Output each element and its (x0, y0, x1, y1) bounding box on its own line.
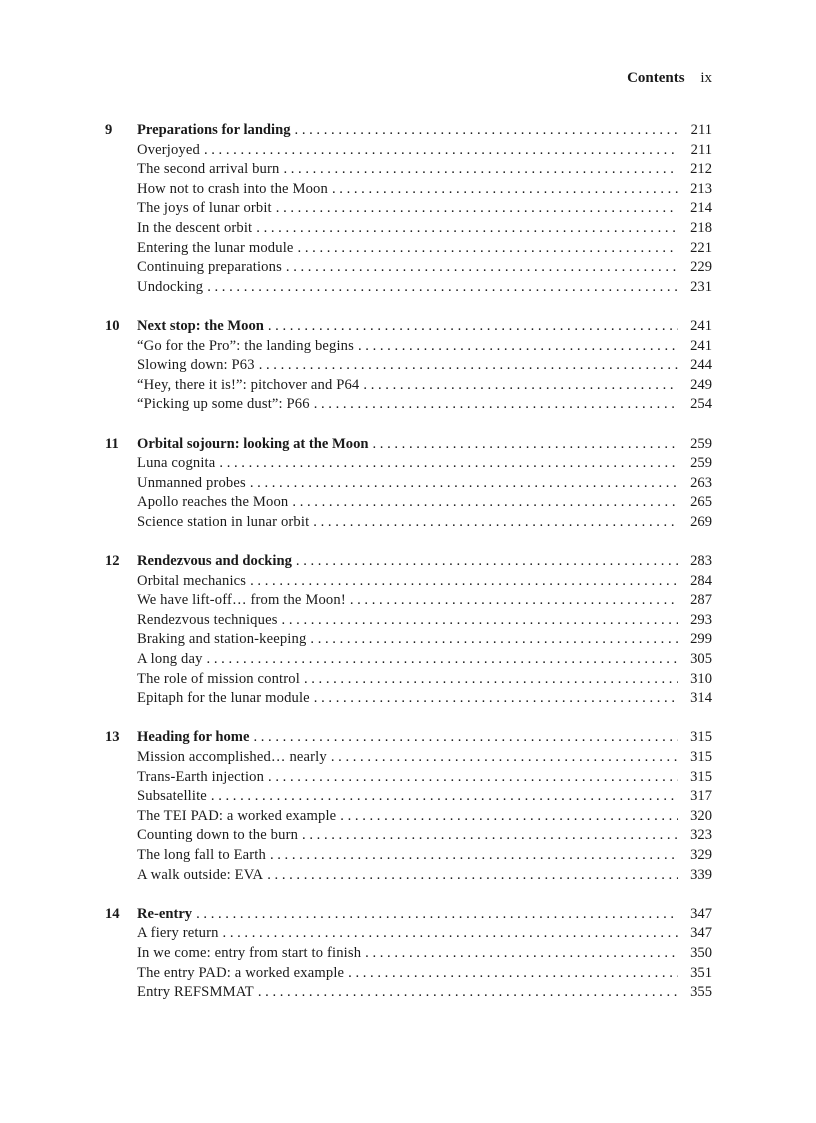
section-entry[interactable] (105, 768, 712, 788)
dot-leader (295, 121, 678, 141)
section-title: Orbital mechanics (137, 572, 247, 589)
dot-leader (270, 846, 678, 866)
header-title: Contents (627, 70, 685, 86)
dot-leader (350, 591, 678, 611)
section-title: The entry PAD: a worked example (137, 964, 345, 981)
dot-leader (223, 924, 678, 944)
chapter-page: 211 (690, 122, 712, 138)
dot-leader (358, 337, 678, 357)
section-page: 355 (690, 984, 712, 1001)
section-page: 254 (690, 396, 712, 413)
section-title: In we come: entry from start to finish (137, 944, 362, 961)
section-title: We have lift-off… from the Moon! (137, 592, 346, 609)
section-title: In the descent orbit (137, 219, 253, 236)
section-entry[interactable] (105, 337, 712, 357)
running-header (627, 70, 712, 87)
section-entry[interactable] (105, 748, 712, 768)
section-title: Overjoyed (137, 141, 200, 158)
dot-leader (302, 826, 678, 846)
section-title: Undocking (137, 278, 204, 295)
section-title: Continuing preparations (137, 259, 282, 276)
chapter-heading[interactable] (105, 435, 712, 455)
section-title: “Picking up some dust”: P66 (137, 396, 310, 413)
section-entry[interactable] (105, 630, 712, 650)
chapter-number: 13 (105, 729, 120, 746)
section-page: 305 (690, 651, 712, 668)
section-page: 347 (690, 925, 712, 942)
dot-leader (298, 239, 678, 259)
chapter-heading[interactable] (105, 317, 712, 337)
chapter-14 (105, 905, 712, 1003)
chapter-number: 11 (105, 435, 119, 452)
dot-leader (276, 199, 678, 219)
section-title: Counting down to the burn (137, 827, 299, 844)
section-entry[interactable] (105, 670, 712, 690)
chapter-number: 14 (105, 905, 120, 922)
chapter-heading[interactable] (105, 121, 712, 141)
dot-leader (340, 807, 678, 827)
section-page: 329 (690, 846, 712, 863)
section-title: Entering the lunar module (137, 239, 294, 256)
section-page: 287 (690, 592, 712, 609)
table-of-contents (105, 121, 712, 1022)
section-entry[interactable] (105, 787, 712, 807)
section-title: The second arrival burn (137, 161, 280, 178)
dot-leader (267, 866, 678, 886)
dot-leader (365, 944, 678, 964)
section-entry[interactable] (105, 239, 712, 259)
dot-leader (363, 376, 678, 396)
chapter-number: 12 (105, 553, 120, 570)
section-page: 229 (690, 259, 712, 276)
section-page: 269 (690, 513, 712, 530)
section-entry[interactable] (105, 513, 712, 533)
section-entry[interactable] (105, 846, 712, 866)
section-page: 265 (690, 494, 712, 511)
section-page: 212 (690, 161, 712, 178)
section-page: 284 (690, 572, 712, 589)
section-entry[interactable] (105, 160, 712, 180)
section-page: 299 (690, 631, 712, 648)
dot-leader (256, 219, 678, 239)
section-title: Apollo reaches the Moon (137, 494, 289, 511)
section-entry[interactable] (105, 807, 712, 827)
section-entry[interactable] (105, 356, 712, 376)
dot-leader (211, 787, 678, 807)
chapter-10 (105, 317, 712, 415)
section-title: A long day (137, 651, 203, 668)
section-entry[interactable] (105, 278, 712, 298)
chapter-13 (105, 728, 712, 885)
section-title: “Go for the Pro”: the landing begins (137, 337, 354, 354)
dot-leader (207, 650, 678, 670)
chapter-9 (105, 121, 712, 297)
dot-leader (296, 552, 678, 572)
chapter-number: 9 (105, 122, 113, 138)
section-entry[interactable] (105, 572, 712, 592)
dot-leader (250, 474, 678, 494)
section-entry[interactable] (105, 611, 712, 631)
dot-leader (348, 964, 678, 984)
section-title: Trans-Earth injection (137, 768, 265, 785)
dot-leader (331, 748, 678, 768)
page-number: ix (700, 70, 712, 86)
section-entry[interactable] (105, 924, 712, 944)
section-title: The long fall to Earth (137, 846, 266, 863)
section-entry[interactable] (105, 454, 712, 474)
dot-leader (219, 454, 678, 474)
section-entry[interactable] (105, 944, 712, 964)
dot-leader (372, 435, 678, 455)
chapter-page: 347 (690, 905, 712, 922)
dot-leader (304, 670, 678, 690)
section-entry[interactable] (105, 591, 712, 611)
section-entry[interactable] (105, 650, 712, 670)
section-page: 320 (690, 807, 712, 824)
chapter-11 (105, 435, 712, 533)
section-page: 214 (690, 200, 712, 217)
dot-leader (250, 572, 678, 592)
section-entry[interactable] (105, 258, 712, 278)
section-page: 249 (690, 376, 712, 393)
section-page: 350 (690, 944, 712, 961)
section-page: 218 (690, 219, 712, 236)
dot-leader (314, 395, 678, 415)
section-entry[interactable] (105, 180, 712, 200)
section-entry[interactable] (105, 689, 712, 709)
section-title: How not to crash into the Moon (137, 180, 328, 197)
section-title: Epitaph for the lunar module (137, 690, 310, 707)
section-page: 259 (690, 455, 712, 472)
section-entry[interactable] (105, 395, 712, 415)
chapter-heading[interactable] (105, 905, 712, 925)
section-title: Science station in lunar orbit (137, 513, 310, 530)
dot-leader (196, 905, 678, 925)
section-title: A walk outside: EVA (137, 866, 264, 883)
section-entry[interactable] (105, 493, 712, 513)
section-page: 323 (690, 827, 712, 844)
section-page: 241 (690, 337, 712, 354)
section-page: 293 (690, 611, 712, 628)
dot-leader (332, 180, 678, 200)
section-page: 317 (690, 788, 712, 805)
chapter-title: Preparations for landing (137, 122, 291, 138)
dot-leader (292, 493, 678, 513)
dot-leader (253, 728, 678, 748)
section-entry[interactable] (105, 866, 712, 886)
section-page: 339 (690, 866, 712, 883)
dot-leader (259, 356, 678, 376)
chapter-page: 283 (690, 553, 712, 570)
section-page: 315 (690, 749, 712, 765)
section-title: Braking and station-keeping (137, 631, 307, 648)
section-title: Entry REFSMMAT (137, 984, 254, 1001)
chapter-page: 259 (690, 435, 712, 452)
section-page: 213 (690, 180, 712, 197)
chapter-heading[interactable] (105, 552, 712, 572)
chapter-title: Next stop: the Moon (137, 317, 264, 334)
chapter-12 (105, 552, 712, 709)
section-title: Luna cognita (137, 455, 216, 472)
dot-leader (313, 513, 678, 533)
section-entry[interactable] (105, 983, 712, 1003)
chapter-heading[interactable] (105, 728, 712, 748)
dot-leader (310, 630, 678, 650)
dot-leader (282, 611, 678, 631)
section-title: Subsatellite (137, 788, 207, 805)
section-entry[interactable] (105, 376, 712, 396)
section-entry[interactable] (105, 964, 712, 984)
chapter-page: 241 (690, 317, 712, 334)
section-page: 315 (690, 768, 712, 785)
dot-leader (283, 160, 678, 180)
dot-leader (286, 258, 678, 278)
section-title: A fiery return (137, 925, 219, 942)
section-title: Rendezvous techniques (137, 611, 278, 628)
section-page: 221 (690, 239, 712, 256)
dot-leader (207, 278, 678, 298)
dot-leader (258, 983, 678, 1003)
chapter-title: Re-entry (137, 905, 193, 922)
section-title: Slowing down: P63 (137, 357, 255, 374)
chapter-title: Rendezvous and docking (137, 553, 292, 570)
dot-leader (268, 317, 678, 337)
section-title: The joys of lunar orbit (137, 200, 272, 217)
section-page: 351 (690, 964, 712, 981)
section-page: 314 (690, 690, 712, 707)
section-title: The TEI PAD: a worked example (137, 807, 337, 824)
section-page: 231 (690, 278, 712, 295)
section-page: 211 (690, 141, 712, 158)
section-entry[interactable] (105, 199, 712, 219)
section-page: 244 (690, 357, 712, 374)
section-title: Unmanned probes (137, 474, 246, 491)
chapter-title: Heading for home (137, 729, 250, 746)
section-title: The role of mission control (137, 670, 300, 687)
section-page: 263 (690, 474, 712, 491)
section-entry[interactable] (105, 141, 712, 161)
chapter-title: Orbital sojourn: looking at the Moon (137, 435, 369, 452)
section-title: Mission accomplished… nearly (137, 749, 327, 765)
chapter-page: 315 (690, 729, 712, 746)
section-title: “Hey, there it is!”: pitchover and P64 (137, 376, 360, 393)
chapter-number: 10 (105, 317, 120, 334)
dot-leader (268, 768, 678, 788)
section-entry[interactable] (105, 826, 712, 846)
dot-leader (204, 141, 678, 161)
dot-leader (314, 689, 678, 709)
section-entry[interactable] (105, 219, 712, 239)
section-page: 310 (690, 670, 712, 687)
section-entry[interactable] (105, 474, 712, 494)
